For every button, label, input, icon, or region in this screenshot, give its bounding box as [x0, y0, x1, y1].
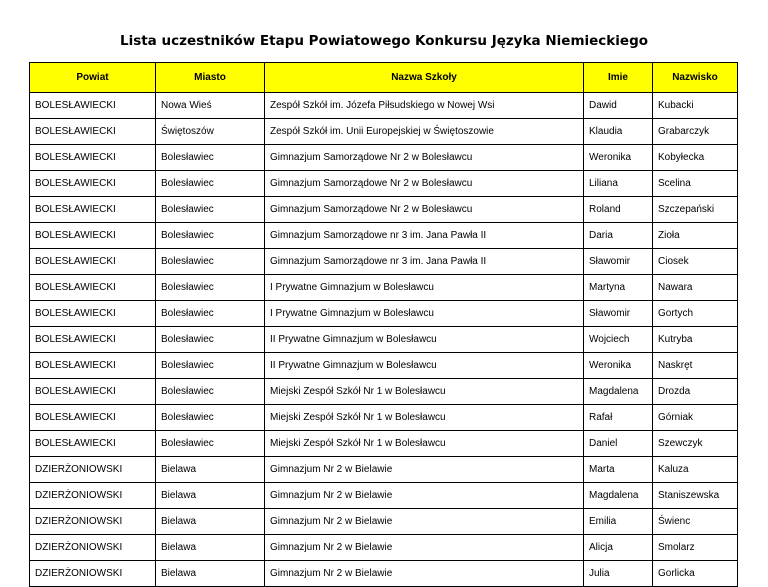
cell-imie: Daniel: [584, 431, 653, 457]
cell-powiat: DZIERŻONIOWSKI: [30, 561, 156, 587]
cell-nazwa-szkoly: Gimnazjum Nr 2 w Bielawie: [265, 509, 584, 535]
cell-nazwa-szkoly: II Prywatne Gimnazjum w Bolesławcu: [265, 327, 584, 353]
header-imie: Imie: [584, 63, 653, 93]
table-row: [30, 353, 738, 379]
header-nazwa-szkoly: Nazwa Szkoły: [265, 63, 584, 93]
cell-nazwisko: Scelina: [653, 171, 738, 197]
cell-miasto: Świętoszów: [156, 119, 265, 145]
cell-imie: Dawid: [584, 93, 653, 119]
cell-miasto: Bolesławiec: [156, 327, 265, 353]
table-row: [30, 561, 738, 587]
cell-nazwisko: Świenc: [653, 509, 738, 535]
cell-imie: Weronika: [584, 145, 653, 171]
table-row: [30, 483, 738, 509]
cell-imie: Weronika: [584, 353, 653, 379]
table-row: [30, 379, 738, 405]
cell-powiat: BOLESŁAWIECKI: [30, 327, 156, 353]
cell-imie: Daria: [584, 223, 653, 249]
cell-nazwisko: Ciosek: [653, 249, 738, 275]
cell-imie: Sławomir: [584, 249, 653, 275]
table-row: [30, 535, 738, 561]
table-row: [30, 457, 738, 483]
cell-nazwa-szkoly: Zespół Szkół im. Józefa Piłsudskiego w Nowej Wsi: [265, 93, 584, 119]
cell-powiat: BOLESŁAWIECKI: [30, 145, 156, 171]
cell-nazwa-szkoly: Gimnazjum Samorządowe Nr 2 w Bolesławcu: [265, 197, 584, 223]
cell-imie: Liliana: [584, 171, 653, 197]
cell-nazwisko: Gortych: [653, 301, 738, 327]
cell-imie: Roland: [584, 197, 653, 223]
cell-miasto: Bolesławiec: [156, 431, 265, 457]
cell-nazwa-szkoly: Gimnazjum Nr 2 w Bielawie: [265, 483, 584, 509]
cell-miasto: Bielawa: [156, 535, 265, 561]
cell-miasto: Bielawa: [156, 509, 265, 535]
cell-nazwa-szkoly: Gimnazjum Nr 2 w Bielawie: [265, 457, 584, 483]
cell-nazwisko: Zioła: [653, 223, 738, 249]
cell-nazwa-szkoly: Gimnazjum Samorządowe Nr 2 w Bolesławcu: [265, 171, 584, 197]
table-row: [30, 405, 738, 431]
cell-nazwisko: Kutryba: [653, 327, 738, 353]
table-row: [30, 327, 738, 353]
header-nazwisko: Nazwisko: [653, 63, 738, 93]
header-powiat: Powiat: [30, 63, 156, 93]
cell-nazwisko: Kobyłecka: [653, 145, 738, 171]
cell-powiat: BOLESŁAWIECKI: [30, 93, 156, 119]
participants-table: [29, 62, 738, 587]
table-row: [30, 249, 738, 275]
cell-nazwa-szkoly: Gimnazjum Samorządowe nr 3 im. Jana Pawła II: [265, 223, 584, 249]
cell-nazwa-szkoly: Zespół Szkół im. Unii Europejskiej w Świętoszowie: [265, 119, 584, 145]
cell-nazwa-szkoly: Gimnazjum Nr 2 w Bielawie: [265, 561, 584, 587]
cell-powiat: BOLESŁAWIECKI: [30, 119, 156, 145]
cell-nazwisko: Smolarz: [653, 535, 738, 561]
cell-nazwa-szkoly: I Prywatne Gimnazjum w Bolesławcu: [265, 301, 584, 327]
cell-powiat: DZIERŻONIOWSKI: [30, 483, 156, 509]
cell-miasto: Bolesławiec: [156, 405, 265, 431]
cell-powiat: BOLESŁAWIECKI: [30, 301, 156, 327]
cell-nazwisko: Drozda: [653, 379, 738, 405]
cell-miasto: Bolesławiec: [156, 171, 265, 197]
table-row: [30, 119, 738, 145]
table-row: [30, 301, 738, 327]
cell-miasto: Bolesławiec: [156, 223, 265, 249]
cell-powiat: BOLESŁAWIECKI: [30, 275, 156, 301]
header-row: [30, 63, 738, 93]
cell-imie: Julia: [584, 561, 653, 587]
cell-nazwa-szkoly: Gimnazjum Samorządowe Nr 2 w Bolesławcu: [265, 145, 584, 171]
cell-nazwisko: Szewczyk: [653, 431, 738, 457]
cell-nazwisko: Grabarczyk: [653, 119, 738, 145]
cell-nazwisko: Naskręt: [653, 353, 738, 379]
table-row: [30, 197, 738, 223]
cell-imie: Emilia: [584, 509, 653, 535]
cell-powiat: BOLESŁAWIECKI: [30, 405, 156, 431]
cell-nazwa-szkoly: II Prywatne Gimnazjum w Bolesławcu: [265, 353, 584, 379]
cell-nazwisko: Kubacki: [653, 93, 738, 119]
cell-imie: Martyna: [584, 275, 653, 301]
cell-miasto: Bolesławiec: [156, 301, 265, 327]
cell-powiat: BOLESŁAWIECKI: [30, 249, 156, 275]
cell-powiat: BOLESŁAWIECKI: [30, 197, 156, 223]
table-row: [30, 431, 738, 457]
cell-nazwa-szkoly: Gimnazjum Nr 2 w Bielawie: [265, 535, 584, 561]
cell-miasto: Bolesławiec: [156, 145, 265, 171]
table-row: [30, 171, 738, 197]
cell-powiat: BOLESŁAWIECKI: [30, 223, 156, 249]
cell-miasto: Nowa Wieś: [156, 93, 265, 119]
cell-nazwa-szkoly: Miejski Zespół Szkół Nr 1 w Bolesławcu: [265, 379, 584, 405]
cell-imie: Alicja: [584, 535, 653, 561]
cell-imie: Klaudia: [584, 119, 653, 145]
cell-powiat: BOLESŁAWIECKI: [30, 379, 156, 405]
cell-nazwisko: Nawara: [653, 275, 738, 301]
cell-powiat: DZIERŻONIOWSKI: [30, 535, 156, 561]
cell-powiat: BOLESŁAWIECKI: [30, 353, 156, 379]
cell-powiat: BOLESŁAWIECKI: [30, 171, 156, 197]
table-body: [30, 93, 738, 587]
cell-nazwa-szkoly: Miejski Zespół Szkół Nr 1 w Bolesławcu: [265, 405, 584, 431]
table-row: [30, 145, 738, 171]
cell-miasto: Bolesławiec: [156, 353, 265, 379]
cell-nazwa-szkoly: Miejski Zespół Szkół Nr 1 w Bolesławcu: [265, 431, 584, 457]
table-row: [30, 93, 738, 119]
cell-miasto: Bolesławiec: [156, 197, 265, 223]
cell-nazwisko: Górniak: [653, 405, 738, 431]
table-row: [30, 275, 738, 301]
cell-imie: Wojciech: [584, 327, 653, 353]
cell-nazwisko: Kaluza: [653, 457, 738, 483]
cell-imie: Marta: [584, 457, 653, 483]
document-title: Lista uczestników Etapu Powiatowego Konkursu Języka Niemieckiego: [119, 33, 649, 49]
cell-nazwisko: Gorlicka: [653, 561, 738, 587]
table-header: [30, 63, 738, 93]
cell-powiat: DZIERŻONIOWSKI: [30, 509, 156, 535]
cell-miasto: Bielawa: [156, 457, 265, 483]
cell-imie: Magdalena: [584, 483, 653, 509]
cell-miasto: Bolesławiec: [156, 379, 265, 405]
cell-miasto: Bielawa: [156, 483, 265, 509]
cell-miasto: Bielawa: [156, 561, 265, 587]
cell-nazwisko: Staniszewska: [653, 483, 738, 509]
cell-miasto: Bolesławiec: [156, 249, 265, 275]
cell-imie: Sławomir: [584, 301, 653, 327]
cell-imie: Rafał: [584, 405, 653, 431]
cell-imie: Magdalena: [584, 379, 653, 405]
header-miasto: Miasto: [156, 63, 265, 93]
cell-nazwisko: Szczepański: [653, 197, 738, 223]
cell-miasto: Bolesławiec: [156, 275, 265, 301]
table-row: [30, 509, 738, 535]
cell-powiat: BOLESŁAWIECKI: [30, 431, 156, 457]
cell-nazwa-szkoly: Gimnazjum Samorządowe nr 3 im. Jana Pawła II: [265, 249, 584, 275]
table-row: [30, 223, 738, 249]
cell-powiat: DZIERŻONIOWSKI: [30, 457, 156, 483]
cell-nazwa-szkoly: I Prywatne Gimnazjum w Bolesławcu: [265, 275, 584, 301]
